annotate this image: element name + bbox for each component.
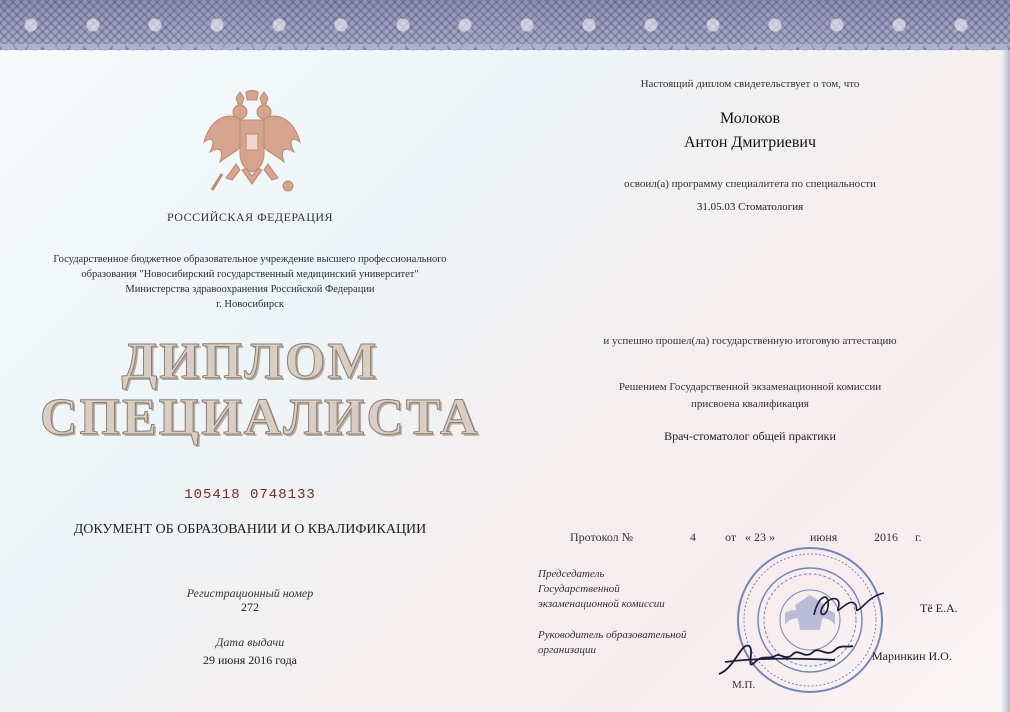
protocol-year: 2016 bbox=[874, 530, 898, 544]
chair-title-line-2: Государственной bbox=[538, 583, 620, 595]
graduate-surname: Молоков bbox=[719, 110, 781, 127]
coat-of-arms-icon bbox=[196, 90, 308, 202]
issue-date-label: Дата выдачи bbox=[215, 635, 285, 649]
protocol-month: июня bbox=[810, 530, 838, 544]
page-right-edge bbox=[1001, 50, 1010, 712]
head-title bbox=[538, 628, 687, 658]
protocol-year-suffix: г. bbox=[915, 530, 922, 544]
protocol-number: 4 bbox=[690, 530, 696, 544]
institution-line-2: образования "Новосибирский государственный медицинский университет" bbox=[81, 269, 419, 280]
program-statement: освоил(а) программу специалитета по специальности bbox=[624, 178, 876, 190]
institution-line-3: Министерства здравоохранения Российской Федерации bbox=[125, 284, 375, 295]
diploma-title-line-2: СПЕЦИАЛИСТА bbox=[40, 389, 480, 446]
head-name: Маринкин И.О. bbox=[872, 649, 952, 663]
head-signature-icon bbox=[715, 632, 855, 682]
diploma-title-line-1: ДИПЛОМ bbox=[121, 333, 379, 390]
commission-decision-line-2: присвоена квалификация bbox=[691, 398, 809, 410]
country-name: РОССИЙСКАЯ ФЕДЕРАЦИЯ bbox=[166, 210, 334, 224]
diploma-number: 105418 0748133 bbox=[184, 487, 316, 503]
chair-signature-icon bbox=[808, 585, 888, 625]
protocol-label: Протокол № bbox=[570, 530, 634, 544]
specialty: 31.05.03 Стоматология bbox=[696, 201, 804, 213]
protocol-day: « 23 » bbox=[745, 530, 775, 544]
ornamental-band bbox=[0, 0, 1010, 50]
head-title-line-2: организации bbox=[538, 644, 597, 656]
chair-title-line-3: экзаменационной комиссии bbox=[538, 598, 665, 610]
institution-line-4: г. Новосибирск bbox=[216, 299, 284, 310]
chair-title bbox=[538, 567, 665, 612]
institution-line-1: Государственное бюджетное образовательное учреждение высшего профессионального bbox=[53, 254, 447, 265]
graduate-given-names: Антон Дмитриевич bbox=[683, 134, 817, 151]
document-type: ДОКУМЕНТ ОБ ОБРАЗОВАНИИ И О КВАЛИФИКАЦИИ bbox=[73, 522, 427, 537]
attestation-statement: и успешно прошел(ла) государственную итоговую аттестацию bbox=[603, 335, 897, 347]
registration-label: Регистрационный номер bbox=[186, 586, 314, 600]
chair-title-line-1: Председатель bbox=[538, 568, 605, 580]
commission-decision-line-1: Решением Государственной экзаменационной комиссии bbox=[618, 381, 882, 393]
registration-number: 272 bbox=[241, 600, 259, 614]
head-title-line-1: Руководитель образовательной bbox=[538, 629, 687, 641]
ornamental-band-edge bbox=[0, 44, 1010, 54]
protocol-from-label: от bbox=[725, 530, 737, 544]
issue-date: 29 июня 2016 года bbox=[202, 653, 298, 667]
qualification: Врач-стоматолог общей практики bbox=[664, 429, 836, 443]
certification-intro: Настоящий диплом свидетельствует о том, что bbox=[640, 78, 860, 90]
seal-place-label: М.П. bbox=[732, 679, 756, 691]
chair-name: Тё Е.А. bbox=[920, 601, 958, 615]
